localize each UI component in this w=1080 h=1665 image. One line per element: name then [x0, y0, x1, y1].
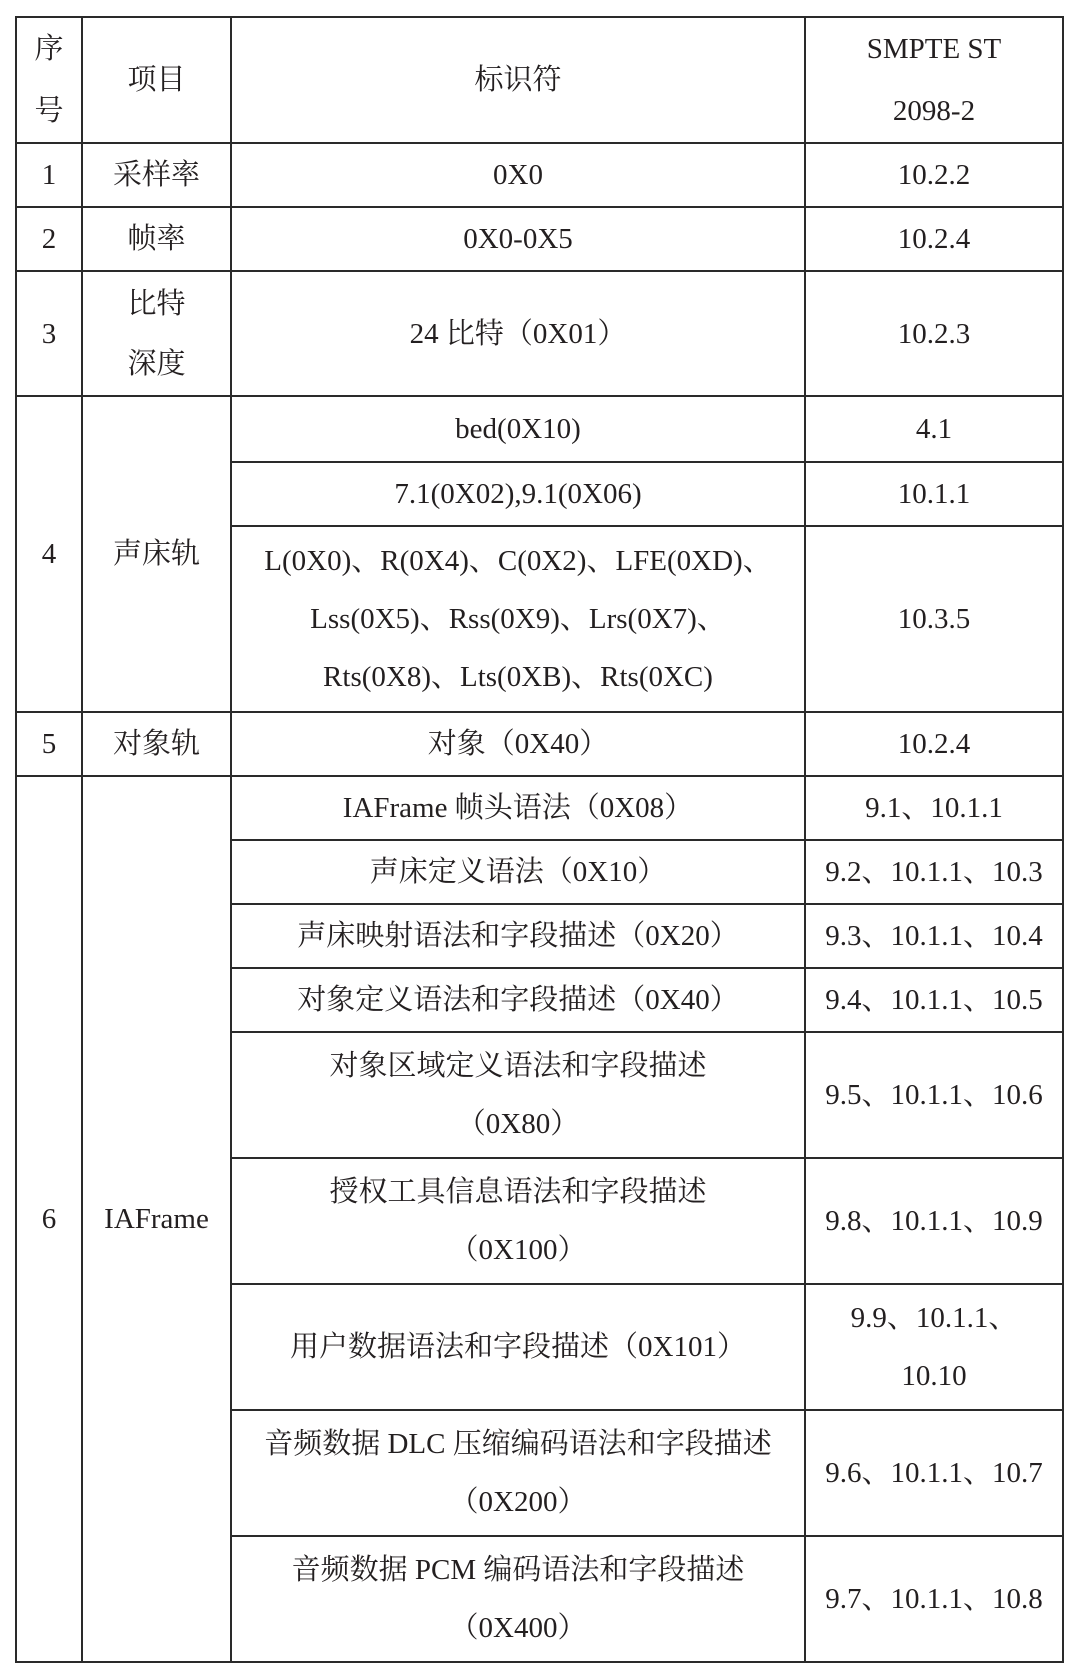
item-cell: IAFrame — [82, 776, 231, 1662]
item-cell: 声床轨 — [82, 396, 231, 712]
smpte-cell: 10.2.4 — [805, 207, 1063, 271]
header-item: 项目 — [82, 17, 231, 143]
smpte-cell: 9.9、10.1.1、10.10 — [805, 1284, 1063, 1410]
table-row — [16, 271, 1063, 396]
table-row — [16, 776, 1063, 840]
seq-cell: 6 — [16, 776, 82, 1662]
identifier-cell: 7.1(0X02),9.1(0X06) — [231, 462, 805, 526]
smpte-cell: 9.4、10.1.1、10.5 — [805, 968, 1063, 1032]
seq-cell: 5 — [16, 712, 82, 776]
identifier-cell: 授权工具信息语法和字段描述（0X100） — [231, 1158, 805, 1284]
identifier-cell: 0X0-0X5 — [231, 207, 805, 271]
smpte-cell: 9.2、10.1.1、10.3 — [805, 840, 1063, 904]
smpte-cell: 9.3、10.1.1、10.4 — [805, 904, 1063, 968]
table-row — [16, 396, 1063, 462]
smpte-cell: 10.2.3 — [805, 271, 1063, 396]
seq-cell: 1 — [16, 143, 82, 207]
item-cell: 帧率 — [82, 207, 231, 271]
smpte-cell: 10.2.4 — [805, 712, 1063, 776]
item-cell: 比特深度 — [82, 271, 231, 396]
item-cell: 对象轨 — [82, 712, 231, 776]
table-row — [16, 143, 1063, 207]
smpte-cell: 9.6、10.1.1、10.7 — [805, 1410, 1063, 1536]
header-identifier: 标识符 — [231, 17, 805, 143]
identifier-cell: 24 比特（0X01） — [231, 271, 805, 396]
identifier-cell: 对象定义语法和字段描述（0X40） — [231, 968, 805, 1032]
identifier-cell: 音频数据 DLC 压缩编码语法和字段描述（0X200） — [231, 1410, 805, 1536]
identifier-cell: 声床映射语法和字段描述（0X20） — [231, 904, 805, 968]
identifier-cell: bed(0X10) — [231, 396, 805, 462]
smpte-cell: 4.1 — [805, 396, 1063, 462]
identifier-cell: 用户数据语法和字段描述（0X101） — [231, 1284, 805, 1410]
header-seq: 序号 — [16, 17, 82, 143]
smpte-cell: 9.7、10.1.1、10.8 — [805, 1536, 1063, 1662]
identifier-cell: L(0X0)、R(0X4)、C(0X2)、LFE(0XD)、Lss(0X5)、Rss(0X9)、Lrs(0X7)、Rts(0X8)、Lts(0XB)、Rts(0XC) — [231, 526, 805, 712]
identifier-table — [15, 16, 1064, 1663]
table-row — [16, 207, 1063, 271]
smpte-cell: 10.3.5 — [805, 526, 1063, 712]
seq-cell: 4 — [16, 396, 82, 712]
item-cell: 采样率 — [82, 143, 231, 207]
identifier-cell: 音频数据 PCM 编码语法和字段描述（0X400） — [231, 1536, 805, 1662]
table-row — [16, 712, 1063, 776]
header-smpte: SMPTE ST 2098-2 — [805, 17, 1063, 143]
seq-cell: 3 — [16, 271, 82, 396]
identifier-cell: 对象区域定义语法和字段描述（0X80） — [231, 1032, 805, 1158]
identifier-cell: IAFrame 帧头语法（0X08） — [231, 776, 805, 840]
smpte-cell: 10.1.1 — [805, 462, 1063, 526]
seq-cell: 2 — [16, 207, 82, 271]
identifier-cell: 0X0 — [231, 143, 805, 207]
identifier-cell: 对象（0X40） — [231, 712, 805, 776]
smpte-cell: 9.1、10.1.1 — [805, 776, 1063, 840]
smpte-cell: 9.5、10.1.1、10.6 — [805, 1032, 1063, 1158]
smpte-cell: 9.8、10.1.1、10.9 — [805, 1158, 1063, 1284]
identifier-cell: 声床定义语法（0X10） — [231, 840, 805, 904]
header-row — [16, 17, 1063, 143]
smpte-cell: 10.2.2 — [805, 143, 1063, 207]
